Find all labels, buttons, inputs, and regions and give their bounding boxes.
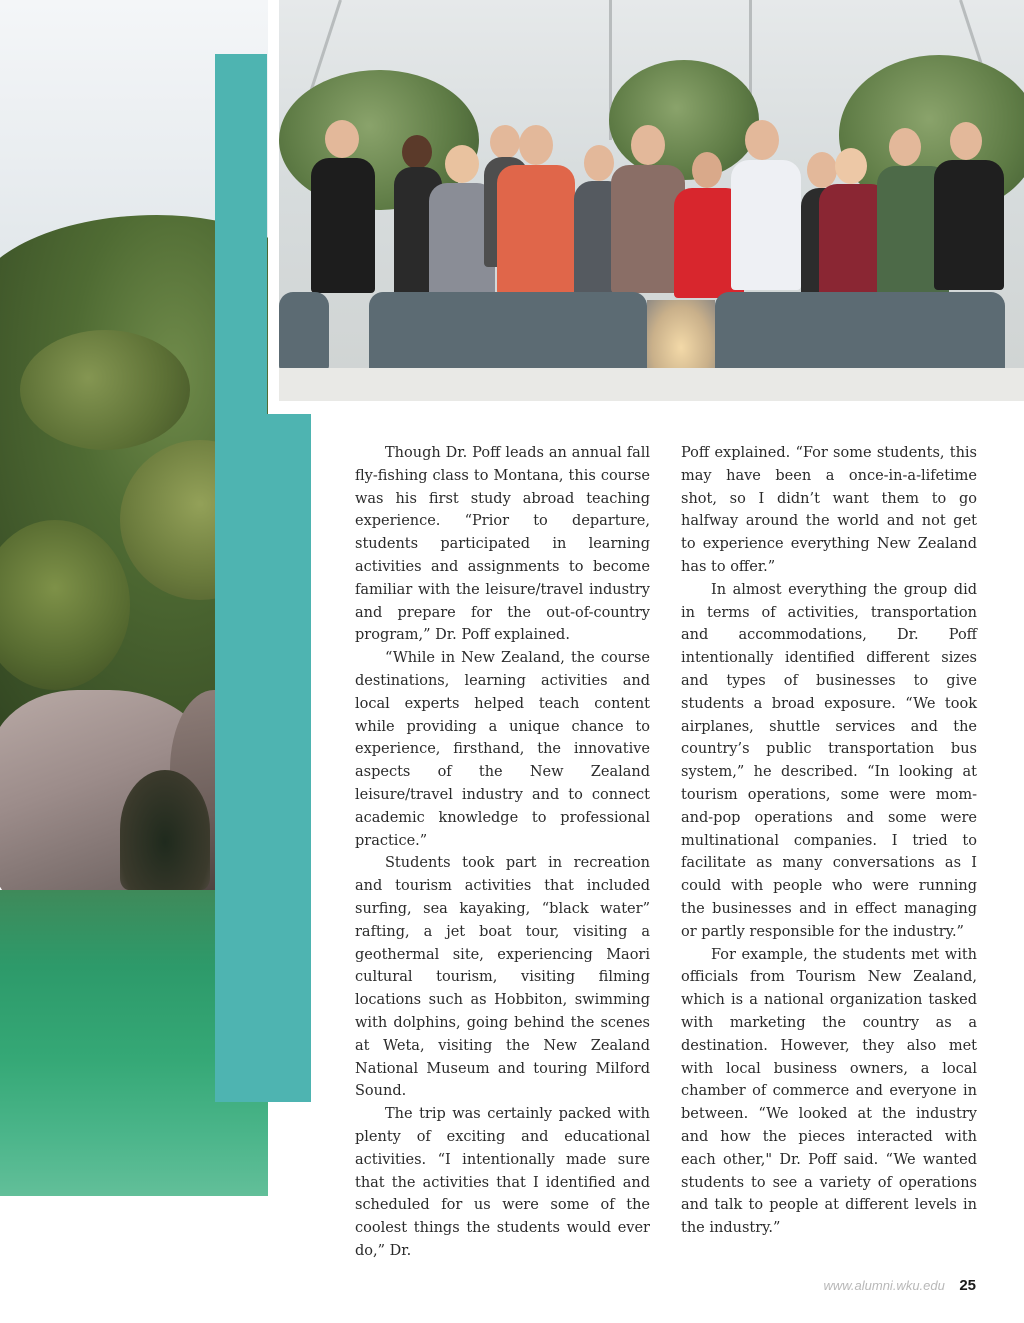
accent-bar [215,414,311,1102]
paragraph: The trip was certainly packed with plenty of exciting and educational activities. “I intentionally made sure that the activities that I identified and scheduled for us were some of the coolest things the students would ever do,” Dr. [355,1106,650,1259]
lounge-seat [369,292,647,372]
paragraph: In almost everything the group did in terms of activities, transportation and accommodations, Dr. Poff intentionally identified different sizes and types of businesses to give students a broad exposure. “We took airplanes, shuttle services and the country’s public transportation bus system,” he described. “In looking at tourism operations, some were mom-and-pop operations and some were multinational companies. I tried to facilitate as many conversations as I could with people who were running the businesses and in effect managing or partly responsible for the industry.” [681,581,977,940]
article-column-right [681,442,977,1240]
article-column-left [355,442,650,1263]
page-number: 25 [959,1277,976,1294]
paragraph: Poff explained. “For some students, this may have been a once-in-a-lifetime shot, so I didn’t want them to go halfway around the world and not get to experience everything New Zealand has to offer.” [681,445,977,575]
accent-bar-top [215,54,267,414]
group-photo [279,0,1024,401]
fire-table [647,300,715,368]
page-footer [823,1277,976,1295]
tree [609,60,759,180]
footer-url: www.alumni.wku.edu [823,1278,945,1293]
photo-foliage [20,330,190,450]
paragraph: Students took part in recreation and tourism activities that included surfing, sea kayaking, “black water” rafting, a jet boat tour, visiting a geothermal site, experiencing Maori cultural tourism, visiting filming locations such as Hobbiton, swimming with dolphins, going behind the scenes at Weta, visiting the New Zealand National Museum and touring Milford Sound. [355,855,650,1100]
paragraph: For example, the students met with officials from Tourism New Zealand, which is a national organization tasked with marketing the country as a destination. However, they also met with local business owners, a local chamber of commerce and everyone in between. “We looked at the industry and how the pieces interacted with each other," Dr. Poff said. “We wanted students to see a variety of operations and talk to people at different levels in the industry.” [681,946,977,1237]
lounge-seat [715,292,1005,372]
paragraph: “While in New Zealand, the course destinations, learning activities and local experts helped teach content while providing a unique chance to experience, firsthand, the innovative aspects of the New Zealand leisure/travel industry and to connect academic knowledge to professional practice.” [355,650,650,849]
paragraph: Though Dr. Poff leads an annual fall fly-fishing class to Montana, this course was his first study abroad teaching experience. “Prior to departure, students participated in learning activities and assignments to become familiar with the leisure/travel industry and prepare for the out-of-country program,” Dr. Poff explained. [355,445,650,644]
photo-cave [120,770,210,890]
lounge-seat [279,292,329,370]
seat-base [279,368,1024,401]
